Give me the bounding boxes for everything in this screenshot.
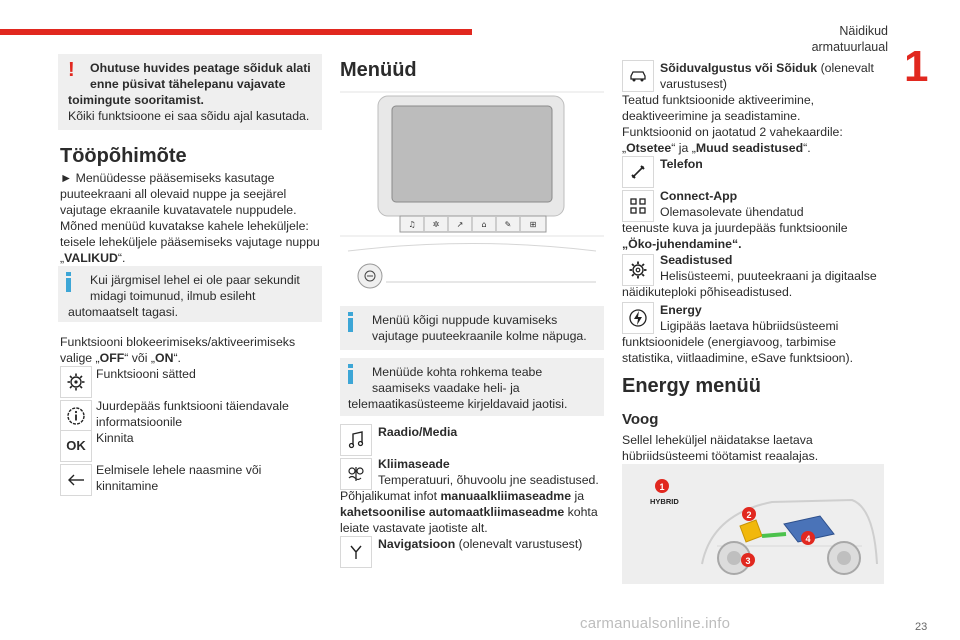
- page-number: 23: [915, 621, 928, 633]
- music-note-icon: [340, 424, 372, 456]
- info-box: [58, 266, 322, 322]
- text-line: Põhjalikumat infot manuaalkliimaseadme ja: [340, 489, 585, 503]
- warning-line: enne püsivat tähelepanu vajavate: [90, 77, 286, 91]
- item-text: [96, 430, 134, 446]
- svg-text:↗: ↗: [456, 220, 464, 229]
- subsection-heading: Voog: [622, 411, 659, 428]
- text-line: „Otsetee“ ja „Muud seadistused“.: [622, 141, 811, 155]
- text-line: ► Menüüdesse pääsemiseks kasutage: [60, 171, 275, 185]
- svg-text:⌂: ⌂: [481, 220, 487, 229]
- item-text: [96, 366, 196, 382]
- text-line: teenuste kuva ja juurdepääs funktsioonile: [622, 221, 848, 235]
- item-text: [96, 462, 261, 494]
- item-title-text: Raadio/Media: [378, 425, 458, 439]
- text-line: funktsioonidele (energiavoog, tarbimise: [622, 335, 836, 349]
- callout-4: 4: [805, 534, 811, 544]
- hybrid-label: HYBRID: [650, 497, 679, 506]
- gear-icon: [622, 254, 654, 286]
- text-line: Funktsioonid on jaotatud 2 vahekaardile:: [622, 125, 843, 139]
- item-title-text: Navigatsioon: [378, 537, 456, 551]
- text-line: vajutage ekraanile kuvatavatele nuppudele.: [60, 203, 297, 217]
- info-gear-icon: [60, 400, 92, 432]
- item-note: (olenevalt: [817, 61, 874, 75]
- item-title-text: Connect-App: [660, 189, 738, 203]
- paragraph: [622, 284, 886, 300]
- paragraph: [622, 334, 886, 366]
- paragraph: [622, 432, 886, 464]
- paragraph: [60, 334, 324, 366]
- text-line: „VALIKUD“.: [60, 251, 126, 265]
- text-line: informatsioonile: [96, 415, 183, 429]
- item-title: [660, 156, 703, 172]
- text-line: näidikuteploki põhiseadistused.: [622, 285, 793, 299]
- item-title: [378, 424, 457, 440]
- text-line: Mõned menüüd kuvatakse kahele leheküljele:: [60, 219, 309, 233]
- text-line: valige „OFF“ või „ON“.: [60, 351, 181, 365]
- section-heading: Tööpõhimõte: [60, 145, 187, 167]
- info-line: saamiseks vaadake heli- ja: [372, 381, 520, 395]
- paragraph: [60, 170, 324, 266]
- text-line: teisele leheküljele pääsemiseks vajutage nuppu: [60, 235, 320, 249]
- callout-2: 2: [746, 510, 752, 520]
- item-title-text: Energy: [660, 303, 702, 317]
- item-text: [378, 456, 599, 488]
- svg-text:⊞: ⊞: [529, 220, 537, 229]
- callout-3: 3: [745, 556, 751, 566]
- text-line: Ligipääs laetava hübriidsüsteemi: [660, 319, 839, 333]
- warning-line: Ohutuse huvides peatage sõiduk alati: [90, 61, 311, 75]
- section-heading: Energy menüü: [622, 375, 761, 397]
- item-text: [96, 398, 289, 430]
- chapter-number: 1: [904, 42, 929, 91]
- info-line: midagi toimunud, ilmub esileht: [90, 289, 256, 303]
- hybrid-car-illustration: [622, 464, 884, 584]
- info-line: automaatselt tagasi.: [68, 305, 179, 319]
- svg-text:✲: ✲: [432, 220, 440, 229]
- header-accent-bar: [0, 29, 472, 35]
- text-line: Juurdepääs funktsiooni täiendavale: [96, 399, 289, 413]
- text-line: Funktsiooni sätted: [96, 367, 196, 381]
- warning-line: toimingute sooritamist.: [68, 93, 204, 107]
- gear-dots-icon: [60, 366, 92, 398]
- navigation-icon: [340, 536, 372, 568]
- apps-grid-icon: [622, 190, 654, 222]
- item-text: [660, 60, 874, 76]
- section-heading: Menüüd: [340, 59, 417, 81]
- paragraph: [622, 76, 886, 156]
- text-line: Temperatuuri, õhuvoolu jne seadistused.: [378, 473, 599, 487]
- info-line: telemaatikasüsteeme kirjeldavaid jaotisi.: [348, 397, 568, 411]
- climate-icon: [340, 458, 372, 490]
- text-line: Sellel leheküljel näidatakse laetava: [622, 433, 813, 447]
- text-line: Funktsiooni blokeerimiseks/aktiveerimiseks: [60, 335, 296, 349]
- text-line: leiate vastavate jaotiste alt.: [340, 521, 488, 535]
- info-icon: [348, 364, 353, 384]
- info-line: Menüüde kohta rohkema teabe: [372, 365, 543, 379]
- text-line: Kinnita: [96, 431, 134, 445]
- paragraph: [340, 488, 604, 536]
- item-text: [378, 536, 582, 552]
- item-note: (olenevalt varustusest): [455, 537, 583, 551]
- item-title-text: Seadistused: [660, 253, 733, 267]
- paragraph: [622, 220, 886, 252]
- info-line: Menüü kõigi nuppude kuvamiseks: [372, 313, 558, 327]
- svg-text:♫: ♫: [408, 220, 416, 229]
- warning-box: [58, 54, 322, 130]
- warning-icon: !: [68, 59, 75, 81]
- svg-text:✎: ✎: [504, 220, 512, 229]
- text-line: Teatud funktsioonide aktiveerimine,: [622, 93, 815, 107]
- item-text: [660, 252, 877, 284]
- text-line: puuteekraani all olevaid nuppe ja seejärel: [60, 187, 287, 201]
- item-title-text: Sõiduvalgustus või Sõiduk: [660, 61, 818, 75]
- text-line: Olemasolevate ühendatud: [660, 205, 804, 219]
- text-line: statistika, viitlaadimine, eSave funktsioon).: [622, 351, 854, 365]
- text-line: kahetsoonilise automaatkliimaseadme kohta: [340, 505, 598, 519]
- item-title-text: Telefon: [660, 157, 703, 171]
- text-line: deaktiveerimine ja seadistamine.: [622, 109, 801, 123]
- touchscreen-figure: [340, 86, 604, 300]
- text-line: kinnitamine: [96, 479, 159, 493]
- info-box: [340, 306, 604, 350]
- text-line: hübriidsüsteemi töötamist reaalajas.: [622, 449, 819, 463]
- hybrid-flow-figure: [622, 464, 884, 584]
- info-line: vajutage puuteekraanile kolme näpuga.: [372, 329, 587, 343]
- ok-icon: [60, 430, 92, 462]
- back-arrow-icon: [60, 464, 92, 496]
- warning-line: Kõiki funktsioone ei saa sõidu ajal kasutada.: [68, 109, 310, 123]
- ok-label: OK: [66, 438, 86, 453]
- watermark: carmanualsonline.info: [580, 615, 731, 632]
- item-title-text: Kliimaseade: [378, 457, 450, 471]
- info-line: Kui järgmisel lehel ei ole paar sekundit: [90, 273, 300, 287]
- header-title: Näidikud armatuurlaual: [811, 24, 888, 54]
- item-text: [660, 302, 838, 334]
- text-line: „Öko-juhendamine“.: [622, 237, 742, 251]
- text-line: Helisüsteemi, puuteekraani ja digitaalse: [660, 269, 877, 283]
- info-box: [340, 358, 604, 416]
- info-icon: [66, 272, 71, 292]
- phone-icon: [622, 156, 654, 188]
- energy-icon: [622, 302, 654, 334]
- item-text: [660, 188, 804, 220]
- text-line: varustusest): [660, 77, 727, 91]
- callout-1: 1: [659, 482, 665, 492]
- info-icon: [348, 312, 353, 332]
- text-line: Eelmisele lehele naasmine või: [96, 463, 262, 477]
